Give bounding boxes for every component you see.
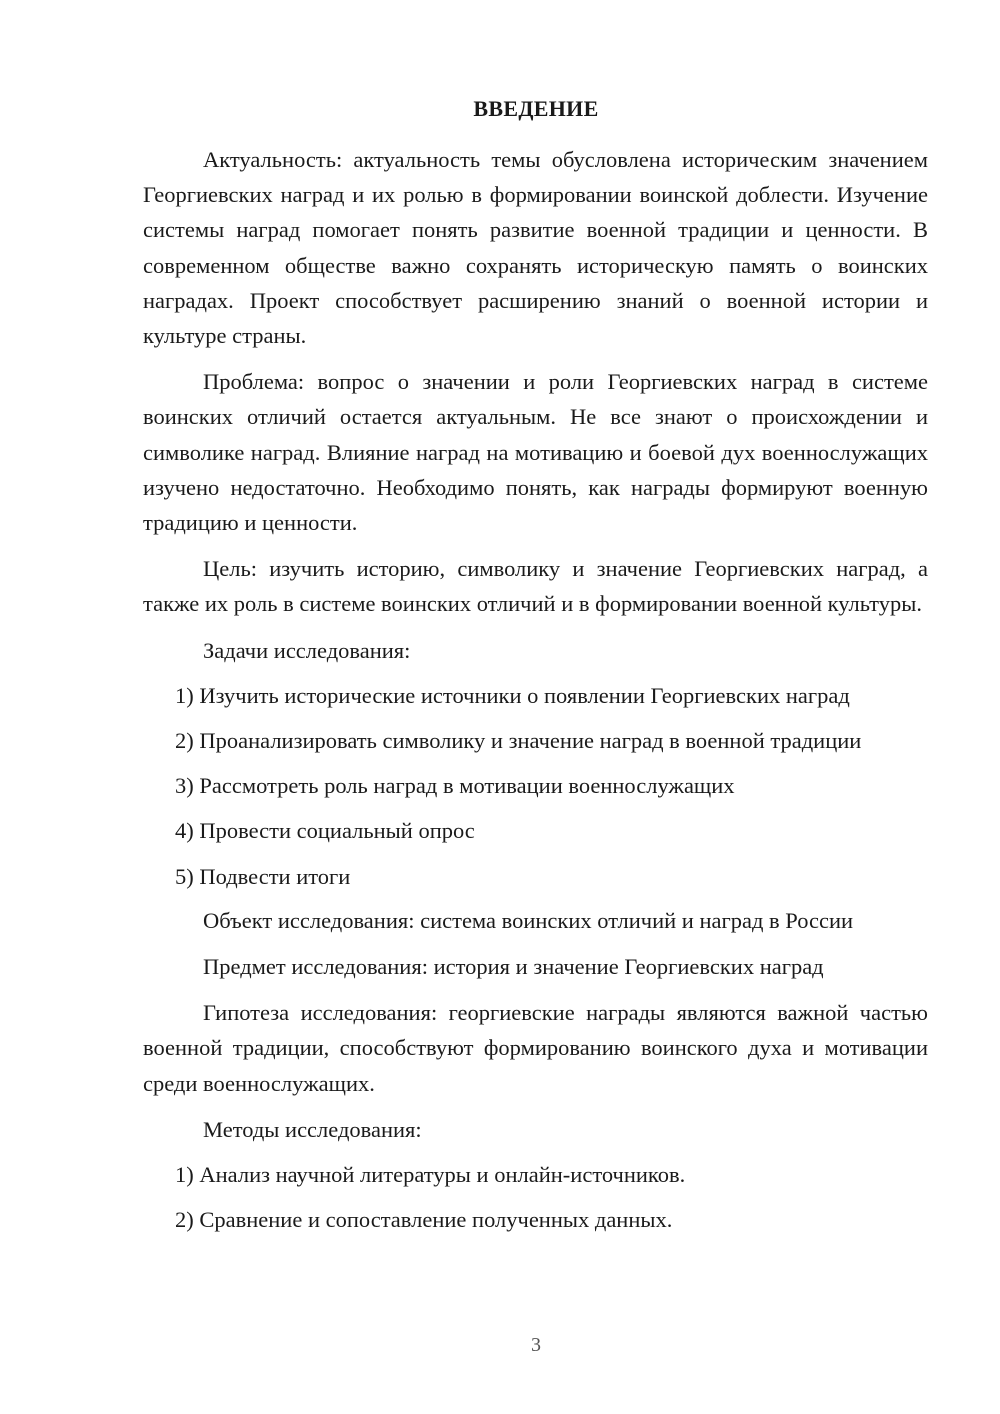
hypothesis-paragraph: Гипотеза исследования: георгиевские награды являются важной частью военной традиции, способствуют формированию воинского духа и мотивации среди военнослужащих. xyxy=(143,1000,928,1096)
document-body xyxy=(143,142,928,1237)
relevance-paragraph: Актуальность: актуальность темы обусловлена историческим значением Георгиевских наград и их ролью в формировании воинской доблести. Изучение системы наград помогает понять развитие военной традиции и ценности. В современном обществе важно сохранять историческую память о воинских наградах. Проект способствует расширению знаний о военной истории и культуре страны. xyxy=(143,147,928,349)
tasks-heading: Задачи исследования: xyxy=(203,637,411,663)
page-title: ВВЕДЕНИЕ xyxy=(473,96,599,121)
page-number: 3 xyxy=(531,1334,541,1356)
task-item: 4) Провести социальный опрос xyxy=(175,818,475,844)
object-paragraph: Объект исследования: система воинских отличий и наград в России xyxy=(203,907,854,933)
task-item: 1) Изучить исторические источники о появлении Георгиевских наград xyxy=(175,682,850,708)
problem-paragraph: Проблема: вопрос о значении и роли Георгиевских наград в системе воинских отличий остается актуальным. Не все знают о происхождении и символике наград. Влияние наград на мотивацию и боевой дух военнослужащих изучено недостаточно. Необходимо понять, как награды формируют военную традицию и ценности. xyxy=(143,369,928,536)
subject-paragraph: Предмет исследования: история и значение Георгиевских наград xyxy=(203,954,824,980)
methods-heading: Методы исследования: xyxy=(203,1116,422,1142)
task-item: 5) Подвести итоги xyxy=(175,863,351,889)
goal-paragraph: Цель: изучить историю, символику и значение Георгиевских наград, а также их роль в системе воинских отличий и в формировании военной культуры. xyxy=(143,556,928,617)
task-item: 2) Проанализировать символику и значение наград в военной традиции xyxy=(175,728,862,754)
method-item: 1) Анализ научной литературы и онлайн-источников. xyxy=(175,1162,686,1188)
method-item: 2) Сравнение и сопоставление полученных данных. xyxy=(175,1207,673,1233)
task-item: 3) Рассмотреть роль наград в мотивации военнослужащих xyxy=(175,773,735,799)
